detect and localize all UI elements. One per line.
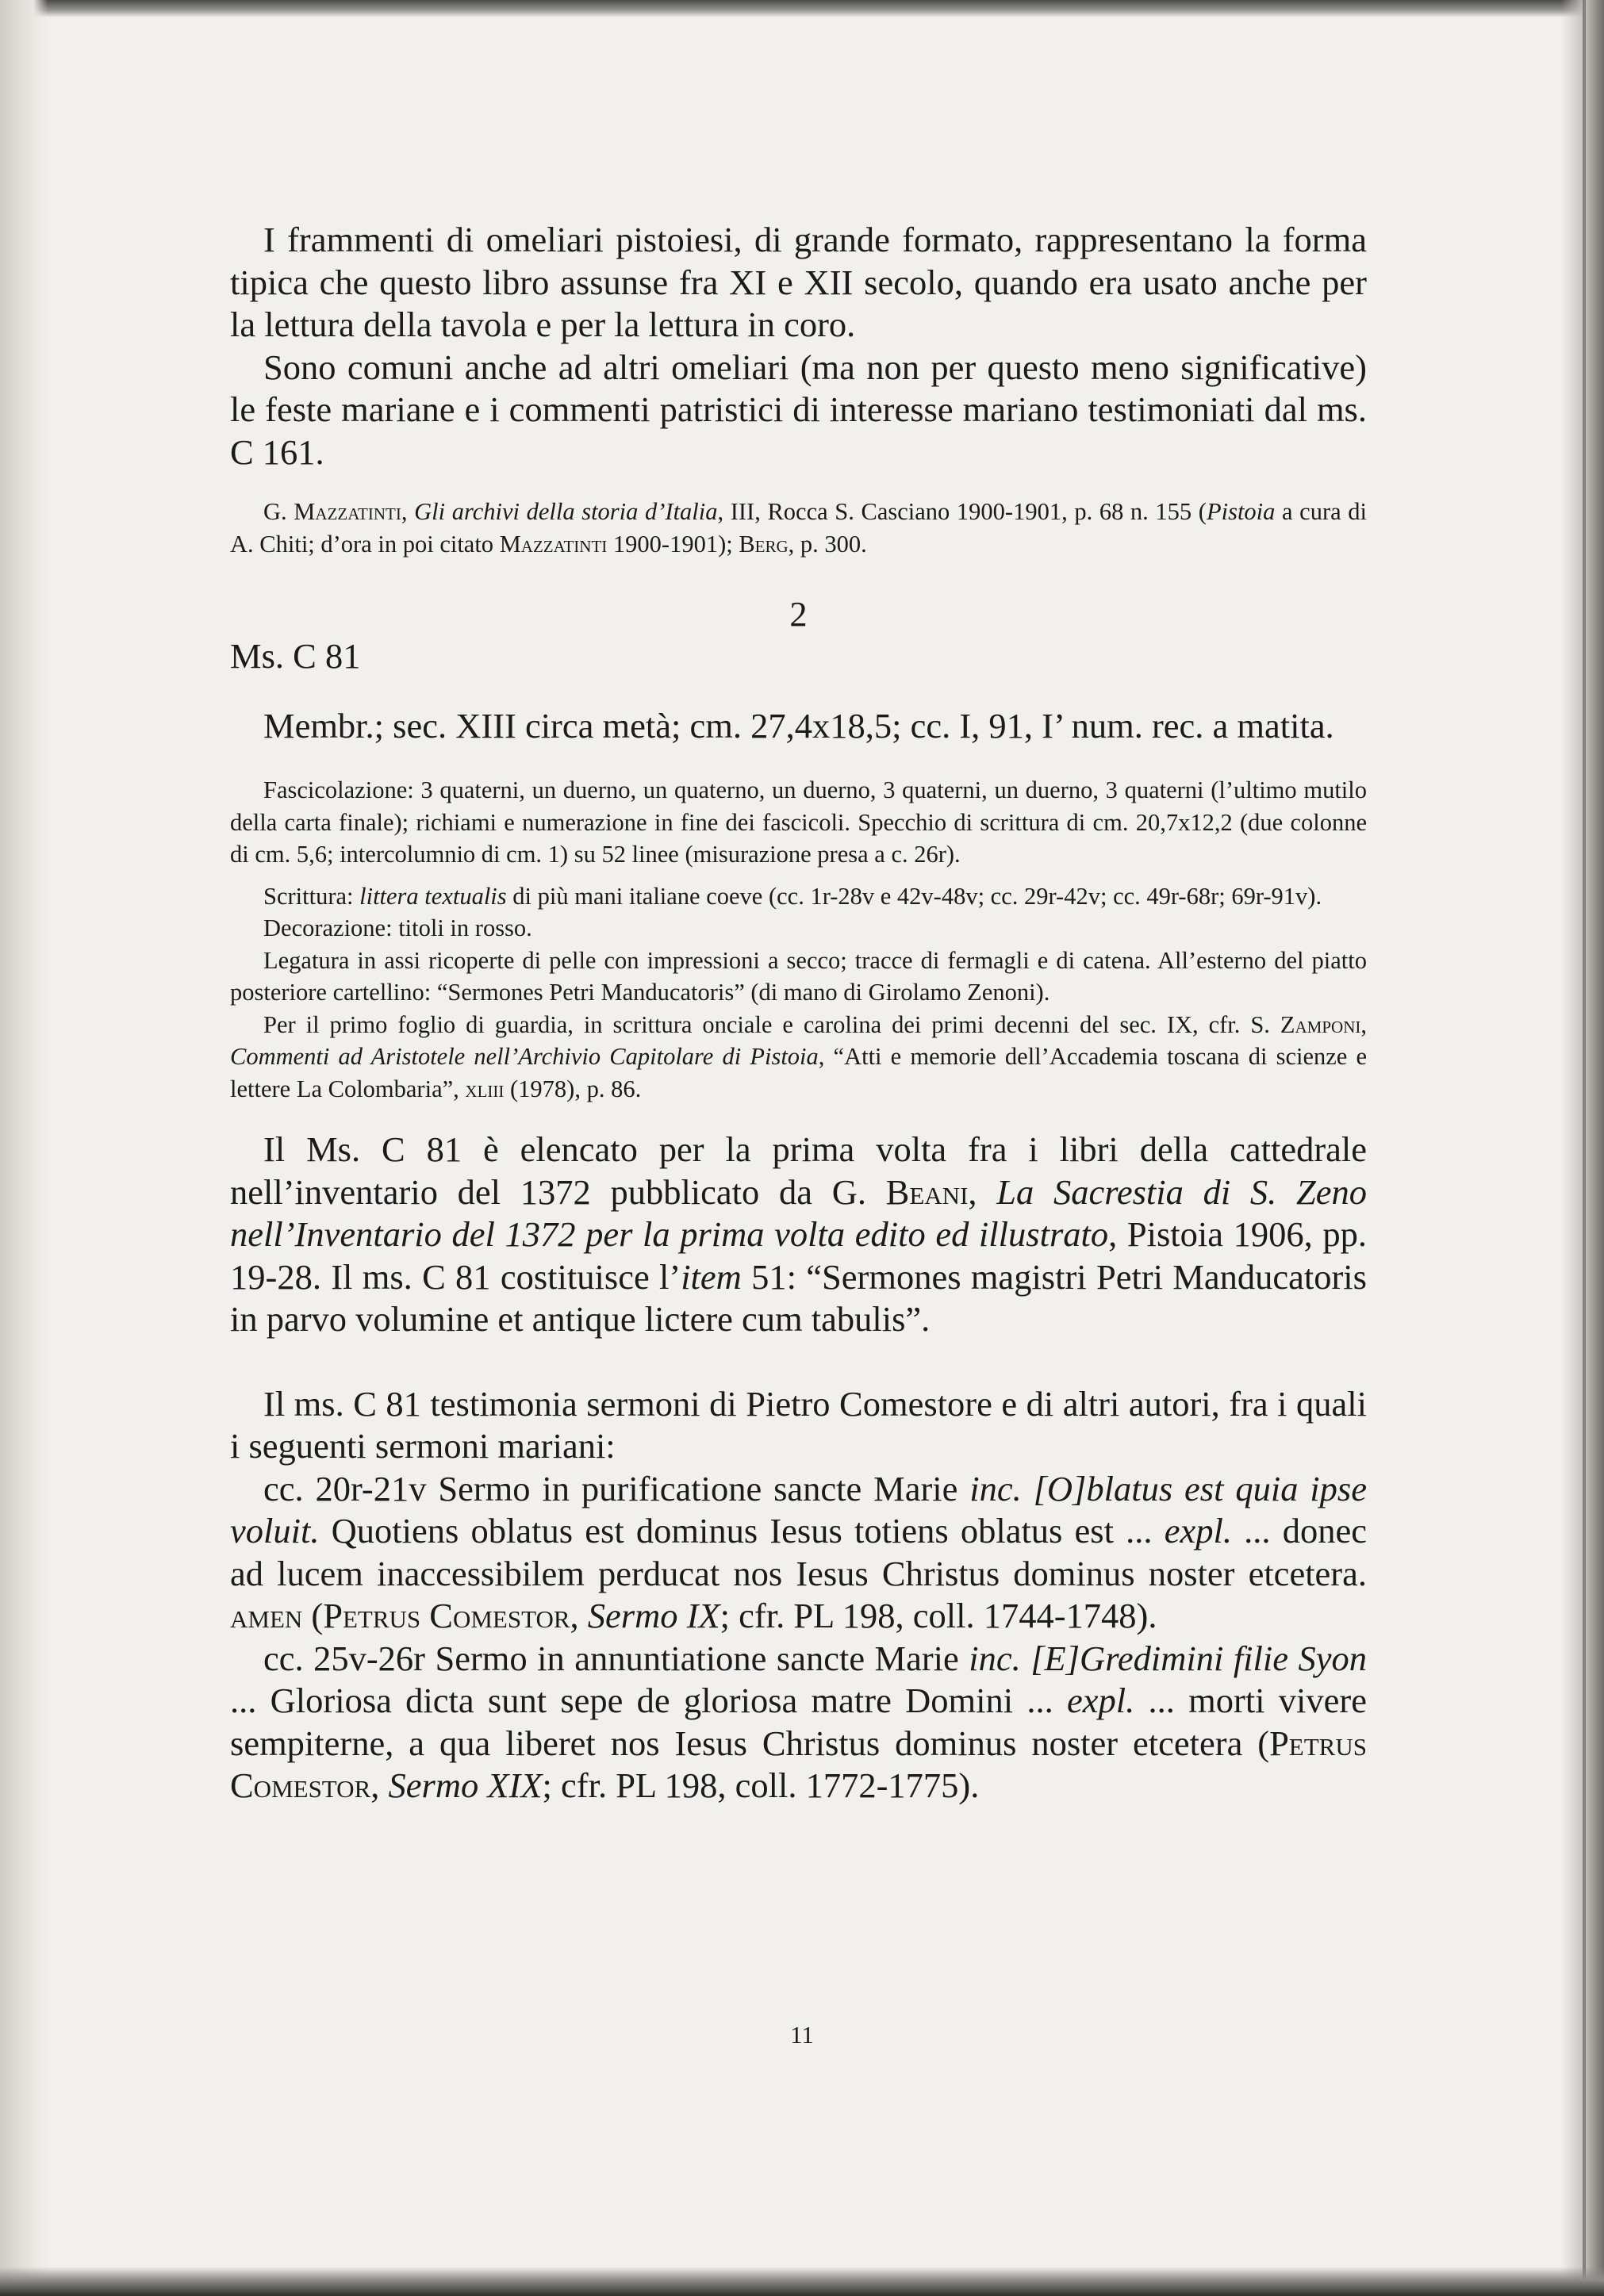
sermon-entry-1 — [230, 1468, 1367, 1638]
body-text: Quotiens oblatus est dominus Iesus totiens oblatus est ... — [319, 1511, 1165, 1550]
decorazione-note: Decorazione: titoli in rosso. — [263, 914, 532, 941]
body-text: , — [570, 1596, 588, 1635]
body-text: ( — [302, 1596, 324, 1635]
fascicolazione-note: Fascicolazione: 3 quaterni, un duerno, un quaterno, un duerno, 3 quaterni, un duerno, 3 quaterni (l’ultimo mutilo della carta finale); richiami e numerazione in fine dei fascicoli. Specchio di scrittura di cm. 20,7x12,2 (due colonne di cm. 5,6; intercolumnio di cm. 1) su 52 linee (misurazione presa a c. 26r). — [230, 776, 1367, 868]
author-name: Petrus Comestor — [323, 1596, 570, 1635]
history-paragraph — [230, 1129, 1367, 1341]
sermon-entry-2 — [230, 1638, 1367, 1807]
author-name: Mazzatinti — [499, 530, 608, 558]
body-text: cc. 25v-26r Sermo in annuntiatione sancte Marie — [263, 1638, 969, 1678]
body-text: Il Ms. C 81 è elencato per la prima volta fra i libri della cattedrale nell’inventario del 1372 pubblicato da G. — [230, 1129, 1367, 1212]
note-text: , III, Rocca S. Casciano 1900-1901, p. 68 n. 155 ( — [717, 498, 1207, 525]
work-title: Gli archivi della storia d’Italia — [414, 498, 718, 525]
volume-numeral: xliii — [465, 1075, 505, 1102]
incipit: inc. [O]blatus est quia ipse voluit. — [230, 1468, 1367, 1550]
note-text: , — [1360, 1010, 1367, 1038]
intro-paragraph-2: Sono comuni anche ad altri omeliari (ma non per questo meno significative) le feste mariane e i commenti patristici di interesse mariano testimoniati dal ms. C 161. — [230, 347, 1367, 472]
intro-section — [230, 219, 1367, 473]
work-title: La Sacrestia di S. Zeno nell’Inventario del 1372 per la prima volta edito ed illustrato — [230, 1171, 1368, 1254]
note-text: (1978), p. 86. — [504, 1075, 642, 1102]
script-type: littera textualis — [359, 882, 507, 910]
note-text: , p. 300. — [788, 530, 867, 558]
body-text: ... donec ad lucem inaccessibilem perducat nos Iesus Christus dominus noster etcetera. — [230, 1511, 1367, 1593]
amen-word: amen — [230, 1596, 303, 1635]
body-text: ; cfr. PL 198, coll. 1772-1775). — [542, 1765, 980, 1805]
physical-description: Membr.; sec. XIII circa metà; cm. 27,4x18,5; cc. I, 91, I’ num. rec. a matita. — [263, 705, 1334, 746]
work-title: Commenti ad Aristotele nell’Archivio Capitolare di Pistoia — [230, 1043, 819, 1070]
author-name: Zamponi — [1280, 1010, 1361, 1038]
legatura-note: Legatura in assi ricoperte di pelle con impressioni a secco; tracce di fermagli e di catena. All’esterno del piatto posteriore cartellino: “Sermones Petri Manducatoris” (di mano di Girolamo Zenoni). — [230, 946, 1367, 1006]
note-text: G. — [263, 498, 294, 525]
sermons-intro: Il ms. C 81 testimonia sermoni di Pietro Comestore e di altri autori, fra i quali i seguenti sermoni mariani: — [230, 1383, 1367, 1466]
guardia-note — [230, 1009, 1367, 1106]
binding-spine — [1583, 0, 1586, 2296]
note-text: Per il primo foglio di guardia, in scrittura onciale e carolina dei primi decenni del sec. IX, cfr. S. — [263, 1010, 1280, 1038]
author-name: Berg — [739, 530, 789, 558]
note-text: a cura di A. Chiti; d’ora in poi citato — [230, 498, 1367, 558]
note-text: Scrittura: — [263, 882, 360, 910]
body-text: ... Gloriosa dicta sunt sepe de gloriosa matre Domini ... — [230, 1681, 1067, 1720]
note-text: 1900-1901); — [607, 530, 739, 558]
body-text: , Pistoia 1906, pp. 19-28. Il ms. C 81 costituisce l’ — [230, 1214, 1367, 1297]
sermon-ref: Sermo XIX — [388, 1765, 543, 1805]
scan-edge-left — [0, 0, 48, 2296]
body-text: cc. 20r-21v Sermo in purificatione sancte Marie — [263, 1468, 970, 1508]
author-name: Petrus Comestor — [230, 1723, 1367, 1805]
scan-edge-bottom — [0, 2267, 1604, 2296]
author-name: Mazzatinti — [294, 498, 401, 525]
page-body — [230, 219, 1367, 1807]
scan-edge-top — [0, 0, 1604, 17]
explicit-label: expl. — [1164, 1511, 1232, 1550]
manuscript-title: Ms. C 81 — [230, 636, 361, 676]
page-number: 11 — [790, 2021, 814, 2049]
body-text: , — [370, 1765, 389, 1805]
author-name: Beani — [885, 1171, 969, 1212]
item-term: item — [681, 1256, 742, 1297]
sermon-ref: Sermo IX — [587, 1596, 720, 1635]
explicit-label: expl. — [1066, 1681, 1135, 1720]
note-text: , “Atti e memorie dell’Accademia toscana di scienze e lettere La Colombaria”, — [230, 1043, 1367, 1102]
note-text: , — [401, 498, 415, 525]
scrittura-note — [230, 880, 1367, 913]
note-text: di più mani italiane coeve (cc. 1r-28v e 42v-48v; cc. 29r-42v; cc. 49r-68r; 69r-91v). — [506, 882, 1322, 910]
section-number: 2 — [789, 594, 808, 634]
body-text: 51: “Sermones magistri Petri Manducatoris in parvo volumine et antique lictere cum tabulis”. — [230, 1256, 1367, 1339]
intro-paragraph-1: I frammenti di omeliari pistoiesi, di grande formato, rappresentano la forma tipica che questo libro assunse fra XI e XII secolo, quando era usato anche per la lettura della tavola e per la lettura in coro. — [230, 220, 1367, 344]
body-text: ; cfr. PL 198, coll. 1744-1748). — [719, 1596, 1157, 1635]
work-title: Pistoia — [1206, 498, 1276, 525]
body-text: , — [968, 1171, 997, 1212]
body-text: ... morti vivere sempiterne, a qua liberet nos Iesus Christus dominus noster etcetera ( — [230, 1681, 1367, 1763]
bibliographic-note — [230, 496, 1367, 560]
incipit: inc. [E]Gredimini filie Syon — [969, 1638, 1367, 1678]
